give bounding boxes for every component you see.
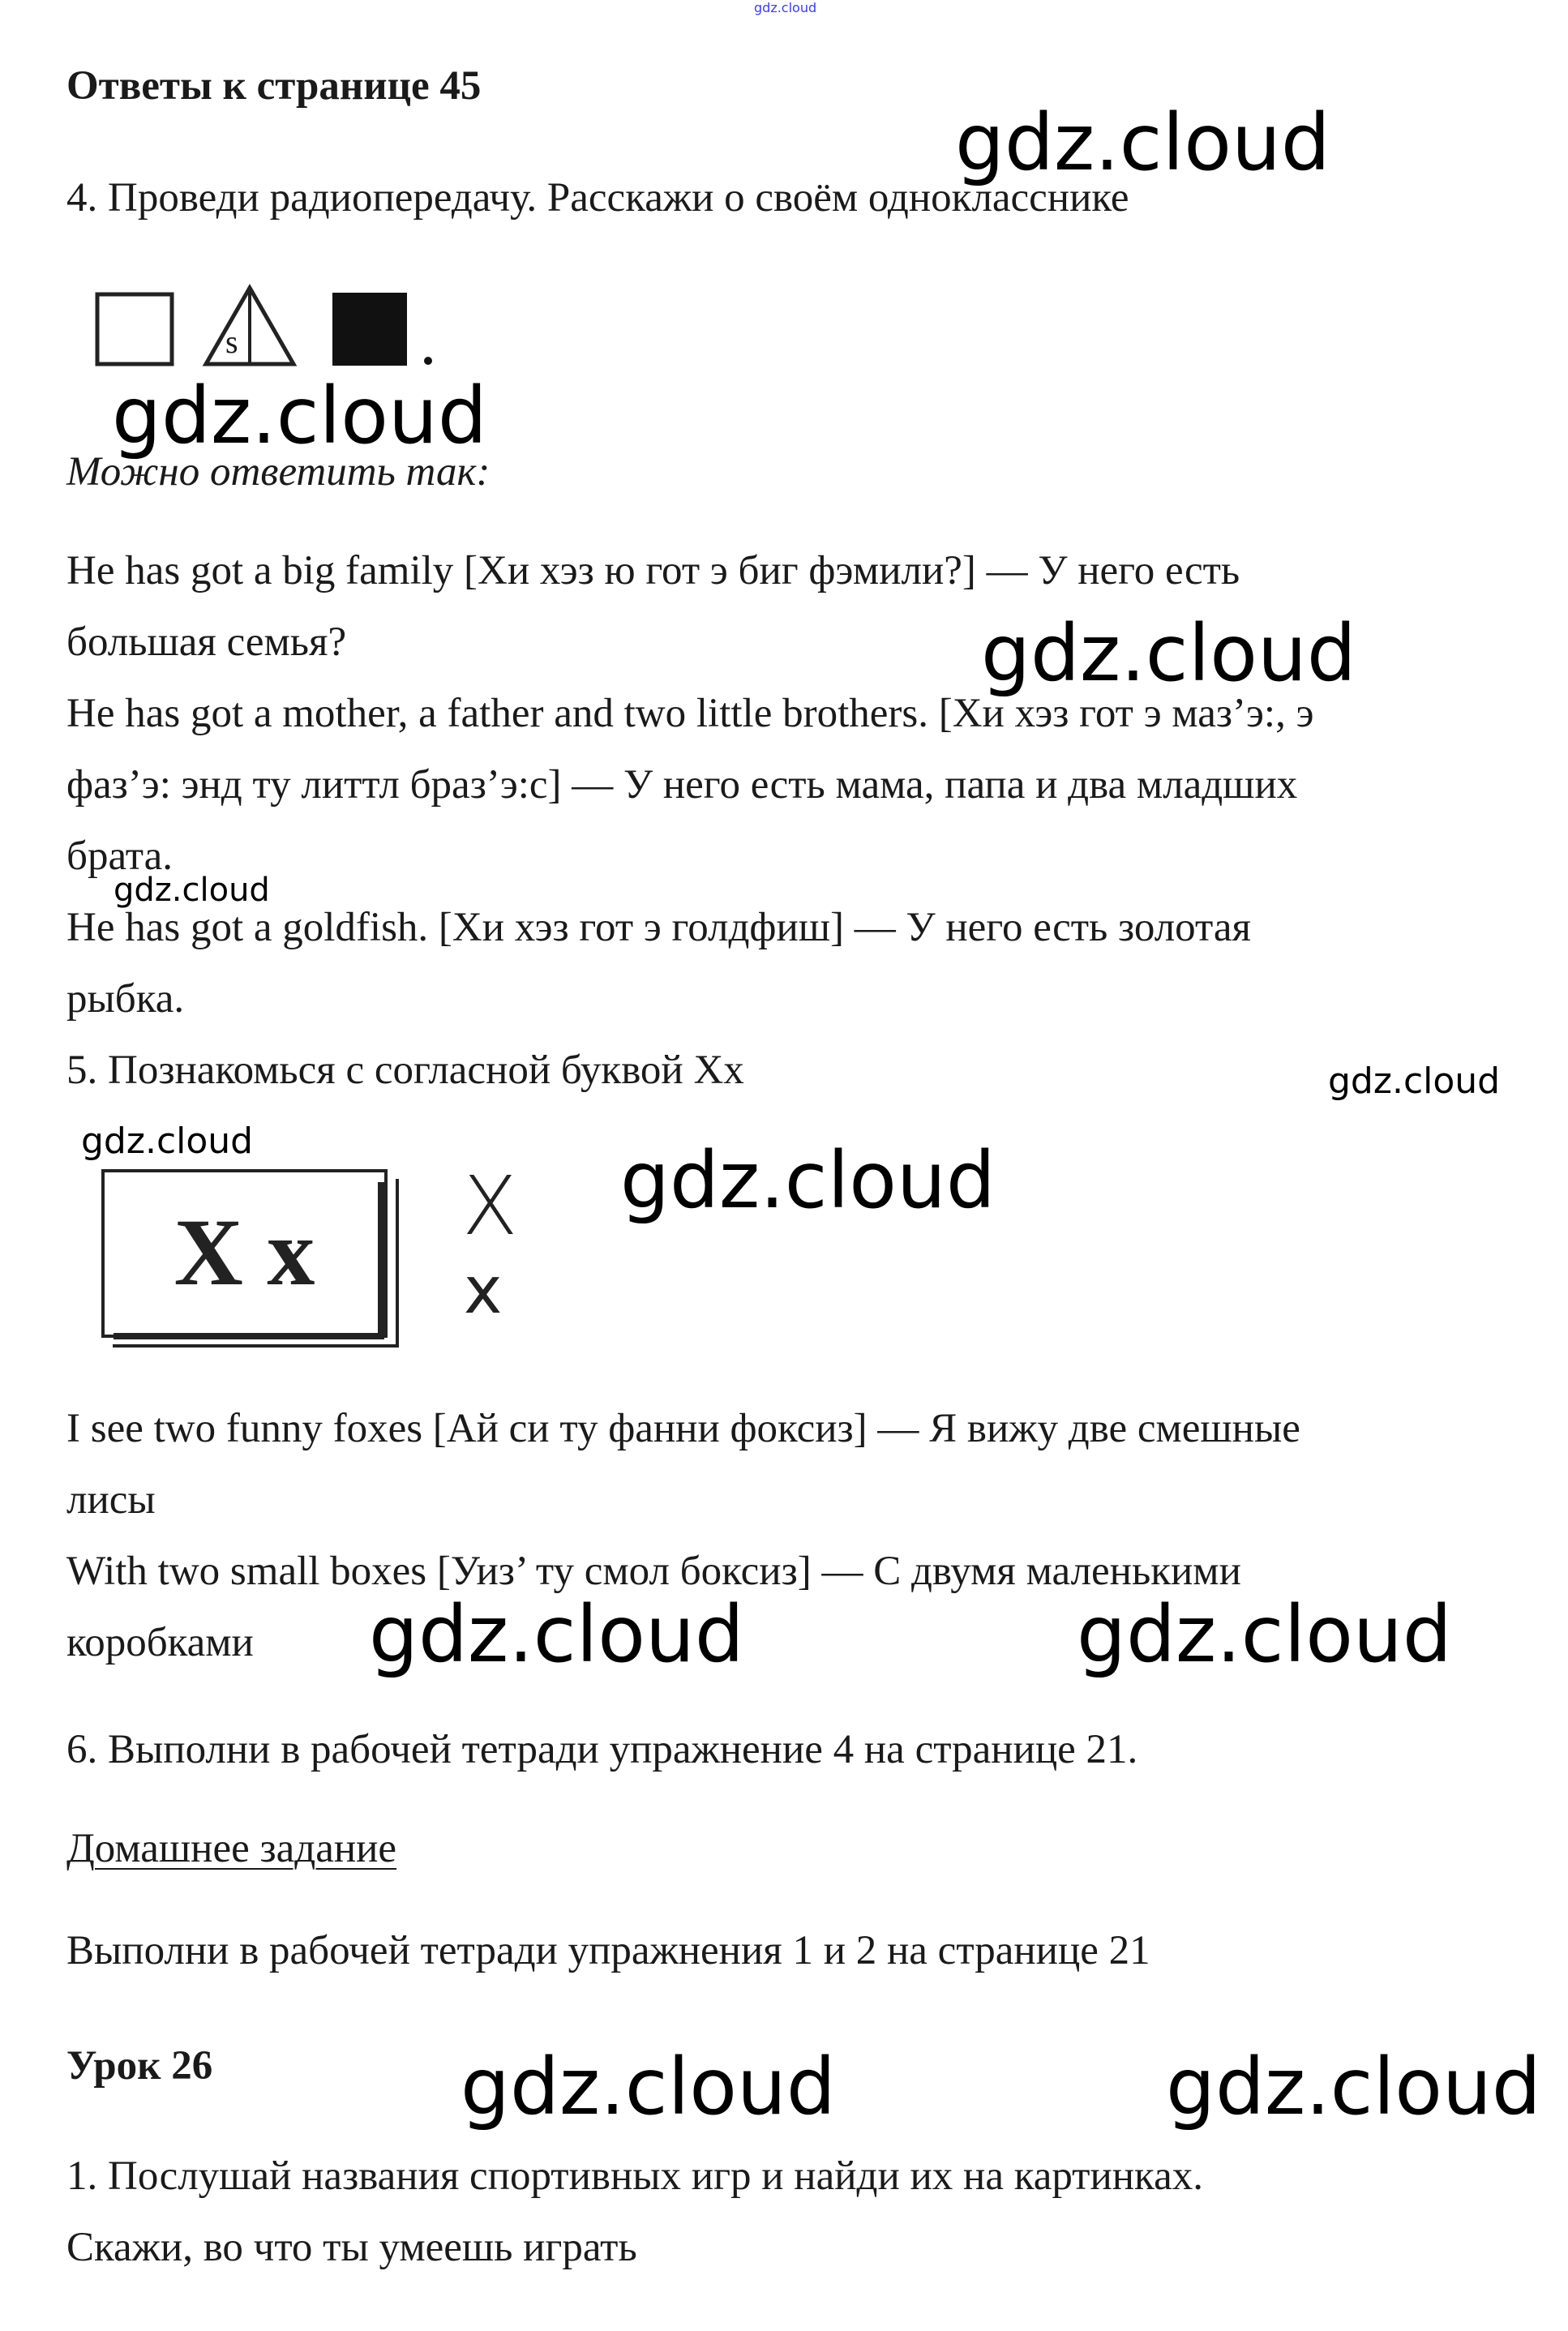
lesson-title: Урок 26 (66, 2043, 213, 2089)
sound-symbols-icon (89, 280, 527, 385)
letter-card (101, 1169, 388, 1338)
task5-line: лисы (66, 1477, 156, 1523)
homework-text: Выполни в рабочей тетради упражнения 1 и 2 на странице 21 (66, 1928, 1150, 1973)
watermark: gdz.cloud (112, 371, 487, 461)
watermark: gdz.cloud (461, 2042, 836, 2132)
watermark: gdz.cloud (114, 872, 270, 909)
card-letters: X x (174, 1199, 315, 1305)
watermark: gdz.cloud (981, 608, 1356, 699)
lesson-line: Скажи, во что ты умеешь играть (66, 2225, 637, 2270)
task4-answer-intro: Можно ответить так: (66, 449, 491, 495)
task4-line: брата. (66, 833, 174, 879)
header-watermark: gdz.cloud (754, 0, 817, 15)
homework-heading: Домашнее задание (66, 1826, 397, 1871)
card-shadow-bottom (114, 1333, 384, 1339)
watermark: gdz.cloud (81, 1121, 254, 1162)
upper-letter: X (462, 1159, 518, 1253)
task5-line: I see two funny foxes [Ай си ту фанни фоксиз] — Я вижу две смешные (66, 1406, 1300, 1451)
task4-line: рыбка. (66, 976, 185, 1022)
task5-line: With two small boxes [Уиз’ ту смол боксиз] — С двумя маленькими (66, 1549, 1241, 1594)
lower-letter: x (464, 1253, 503, 1328)
watermark: gdz.cloud (369, 1589, 744, 1680)
lesson-line: 1. Послушай названия спортивных игр и найди их на картинках. (66, 2153, 1203, 2199)
task5-heading: 5. Познакомься с согласной буквой Xx (66, 1048, 744, 1093)
watermark: gdz.cloud (620, 1135, 996, 1226)
watermark: gdz.cloud (955, 97, 1330, 188)
card-shadow-edge (378, 1182, 384, 1338)
task6-heading: 6. Выполни в рабочей тетради упражнение 4 на странице 21. (66, 1727, 1138, 1772)
task5-line: коробками (66, 1620, 254, 1665)
watermark: gdz.cloud (1328, 1061, 1501, 1102)
task4-line: фаз’э: энд ту литтл браз’э:с] — У него есть мама, папа и два младших (66, 762, 1298, 808)
task4-line: He has got a goldfish. [Хи хэз гот э голдфиш] — У него есть золотая (66, 905, 1251, 950)
task4-line: He has got a mother, a father and two little brothers. [Хи хэз гот э маз’э:, э (66, 691, 1314, 736)
task4-line: He has got a big family [Хи хэз ю гот э биг фэмили?] — У него есть (66, 548, 1240, 593)
triangle-letter: s (225, 324, 238, 360)
page-title: Ответы к странице 45 (66, 63, 482, 109)
watermark: gdz.cloud (1077, 1589, 1452, 1680)
task4-line: большая семья? (66, 619, 347, 665)
watermark: gdz.cloud (1166, 2042, 1541, 2132)
task4-heading: 4. Проведи радиопередачу. Расскажи о своём однокласснике (66, 175, 1129, 221)
